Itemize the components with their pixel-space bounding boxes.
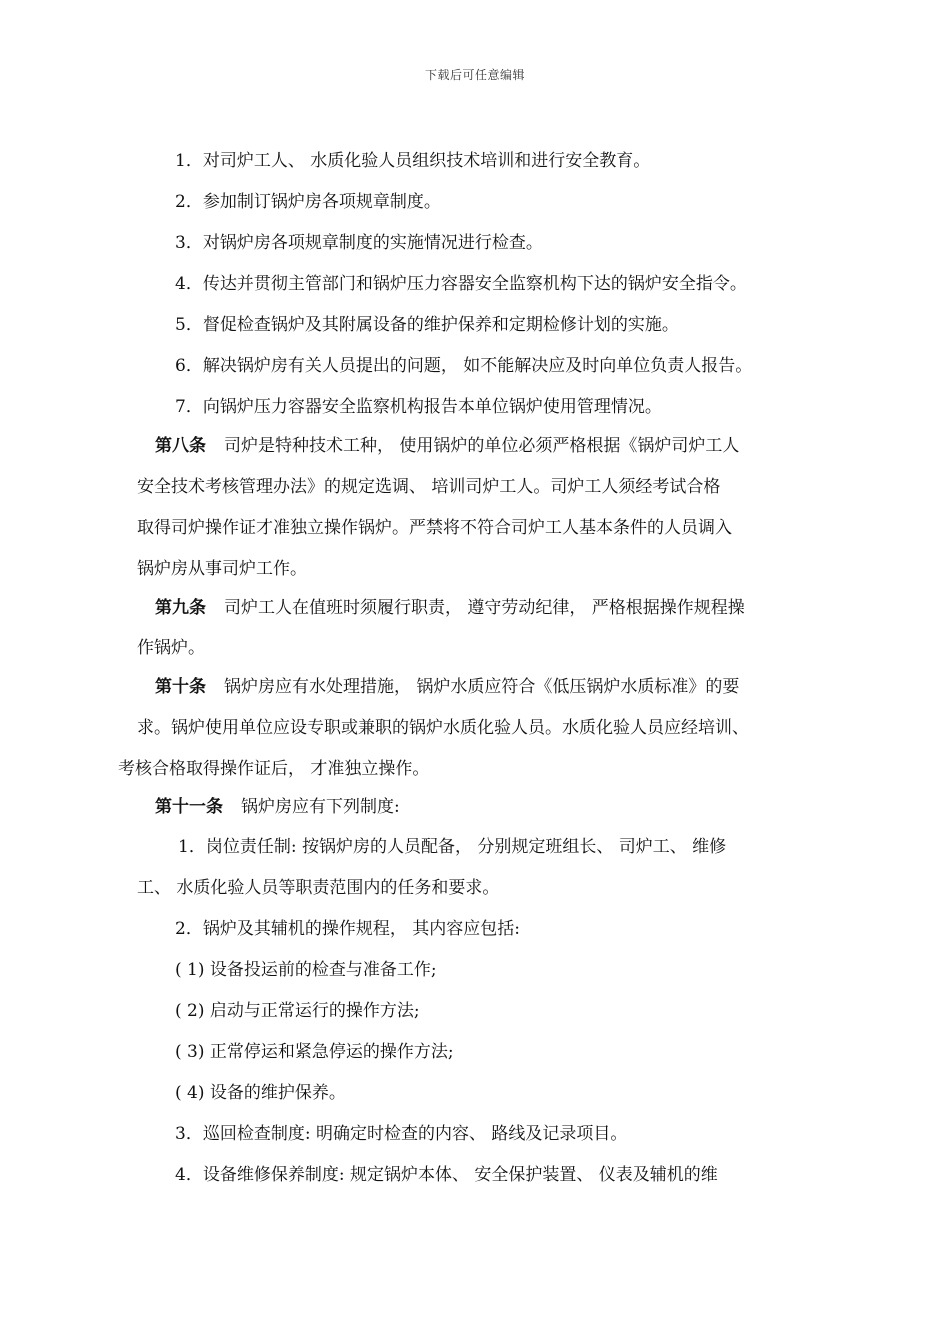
article-9-first-line (155, 597, 745, 619)
article-9-title: 第九条 (155, 598, 206, 618)
article-10-first-line (155, 676, 739, 698)
article-11-line: ( 4) 设备的维护保养。 (175, 1083, 346, 1103)
article-11-line: ( 2) 启动与正常运行的操作方法; (175, 1001, 420, 1021)
duty-item-6: 6．解决锅炉房有关人员提出的问题， 如不能解决应及时向单位负责人报告。 (175, 356, 753, 376)
duty-item-2: 2．参加制订锅炉房各项规章制度。 (175, 192, 441, 212)
duty-item-1: 1．对司炉工人、 水质化验人员组织技术培训和进行安全教育。 (175, 151, 651, 171)
article-9-line: 作锅炉。 (137, 638, 205, 658)
article-11-first-line (155, 796, 400, 818)
article-9-text: 司炉工人在值班时须履行职责， 遵守劳动纪律， 严格根据操作规程操 (224, 598, 745, 618)
article-10-title: 第十条 (155, 677, 206, 697)
duty-item-3: 3．对锅炉房各项规章制度的实施情况进行检查。 (175, 233, 543, 253)
article-8-line: 安全技术考核管理办法》的规定选调、 培训司炉工人。司炉工人须经考试合格 (137, 477, 721, 497)
article-11-line: 工、 水质化验人员等职责范围内的任务和要求。 (137, 878, 500, 898)
article-8-text: 司炉是特种技术工种， 使用锅炉的单位必须严格根据《锅炉司炉工人 (224, 436, 740, 456)
article-8-first-line (155, 435, 739, 457)
article-10-line: 求。锅炉使用单位应设专职或兼职的锅炉水质化验人员。水质化验人员应经培训、 (137, 718, 749, 738)
article-10-text: 锅炉房应有水处理措施， 锅炉水质应符合《低压锅炉水质标准》的要 (224, 677, 740, 697)
article-8-title: 第八条 (155, 436, 206, 456)
article-11-line: ( 3) 正常停运和紧急停运的操作方法; (175, 1042, 454, 1062)
article-8-line: 取得司炉操作证才准独立操作锅炉。严禁将不符合司炉工人基本条件的人员调入 (137, 518, 732, 538)
article-11-intro: 锅炉房应有下列制度: (241, 797, 400, 817)
article-11-title: 第十一条 (155, 797, 223, 817)
duty-item-4: 4．传达并贯彻主管部门和锅炉压力容器安全监察机构下达的锅炉安全指令。 (175, 274, 747, 294)
article-10-line: 考核合格取得操作证后， 才准独立操作。 (118, 759, 430, 779)
article-11-line: 3．巡回检查制度: 明确定时检查的内容、 路线及记录项目。 (175, 1124, 628, 1144)
article-8-line: 锅炉房从事司炉工作。 (137, 559, 307, 579)
duty-item-5: 5．督促检查锅炉及其附属设备的维护保养和定期检修计划的实施。 (175, 315, 679, 335)
page-header: 下载后可任意编辑 (424, 68, 525, 82)
duty-item-7: 7．向锅炉压力容器安全监察机构报告本单位锅炉使用管理情况。 (175, 397, 662, 417)
article-11-line: 1．岗位责任制: 按锅炉房的人员配备， 分别规定班组长、 司炉工、 维修 (178, 837, 727, 857)
article-11-line: 4．设备维修保养制度: 规定锅炉本体、 安全保护装置、 仪表及辅机的维 (175, 1165, 718, 1185)
article-11-line: ( 1) 设备投运前的检查与准备工作; (175, 960, 437, 980)
article-11-line: 2．锅炉及其辅机的操作规程， 其内容应包括: (175, 919, 520, 939)
